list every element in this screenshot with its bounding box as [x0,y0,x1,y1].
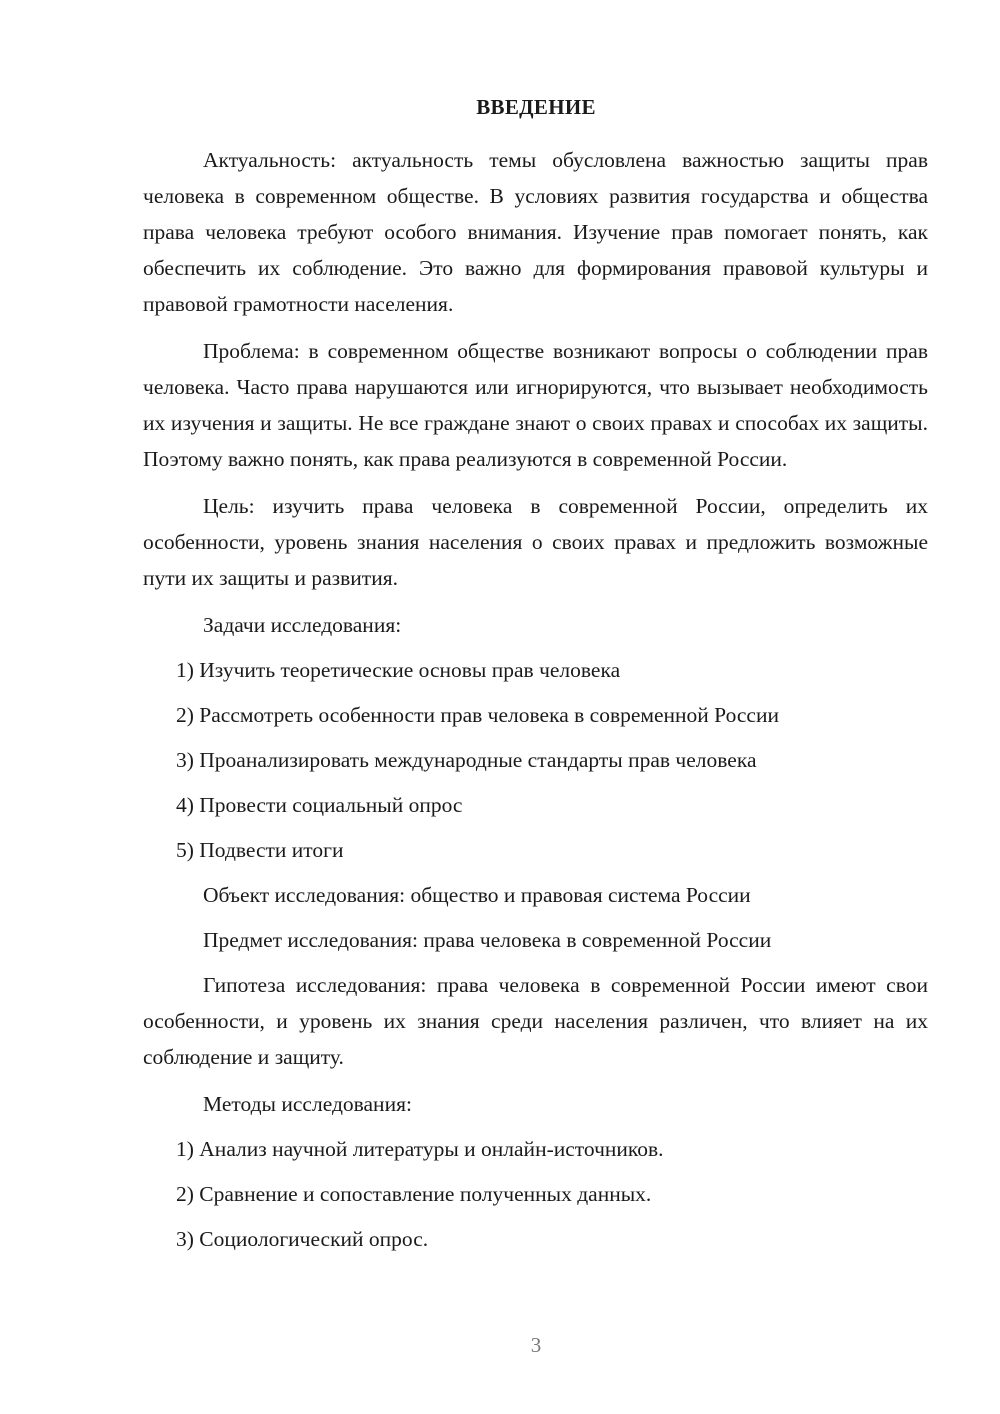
page-title: ВВЕДЕНИЕ [476,95,596,119]
task-item: 5) Подвести итоги [176,838,344,862]
research-subject: Предмет исследования: права человека в современной России [203,928,772,952]
task-item: 2) Рассмотреть особенности прав человека в современной России [176,703,779,727]
page-number: 3 [530,1333,542,1357]
task-item: 1) Изучить теоретические основы прав человека [176,658,621,682]
research-object: Объект исследования: общество и правовая система России [203,883,751,907]
method-item: 3) Социологический опрос. [176,1227,429,1251]
document-body [143,142,928,1266]
tasks-heading: Задачи исследования: [203,613,402,637]
relevance-paragraph: Актуальность: актуальность темы обусловлена важностью защиты прав человека в современном обществе. В условиях развития государства и общества права человека требуют особого внимания. Изучение прав помогает понять, как обеспечить их соблюдение. Это важно для формирования правовой культуры и правовой грамотности населения. [143,148,928,316]
task-item: 4) Провести социальный опрос [176,793,463,817]
method-item: 2) Сравнение и сопоставление полученных данных. [176,1182,652,1206]
method-item: 1) Анализ научной литературы и онлайн-источников. [176,1137,664,1161]
goal-paragraph: Цель: изучить права человека в современной России, определить их особенности, уровень знания населения о своих правах и предложить возможные пути их защиты и развития. [143,494,928,590]
methods-heading: Методы исследования: [203,1092,412,1116]
task-item: 3) Проанализировать международные стандарты прав человека [176,748,757,772]
hypothesis-paragraph: Гипотеза исследования: права человека в современной России имеют свои особенности, и уровень их знания среди населения различен, что влияет на их соблюдение и защиту. [143,973,928,1069]
problem-paragraph: Проблема: в современном обществе возникают вопросы о соблюдении прав человека. Часто права нарушаются или игнорируются, что вызывает необходимость их изучения и защиты. Не все граждане знают о своих правах и способах их защиты. Поэтому важно понять, как права реализуются в современной России. [143,339,928,471]
